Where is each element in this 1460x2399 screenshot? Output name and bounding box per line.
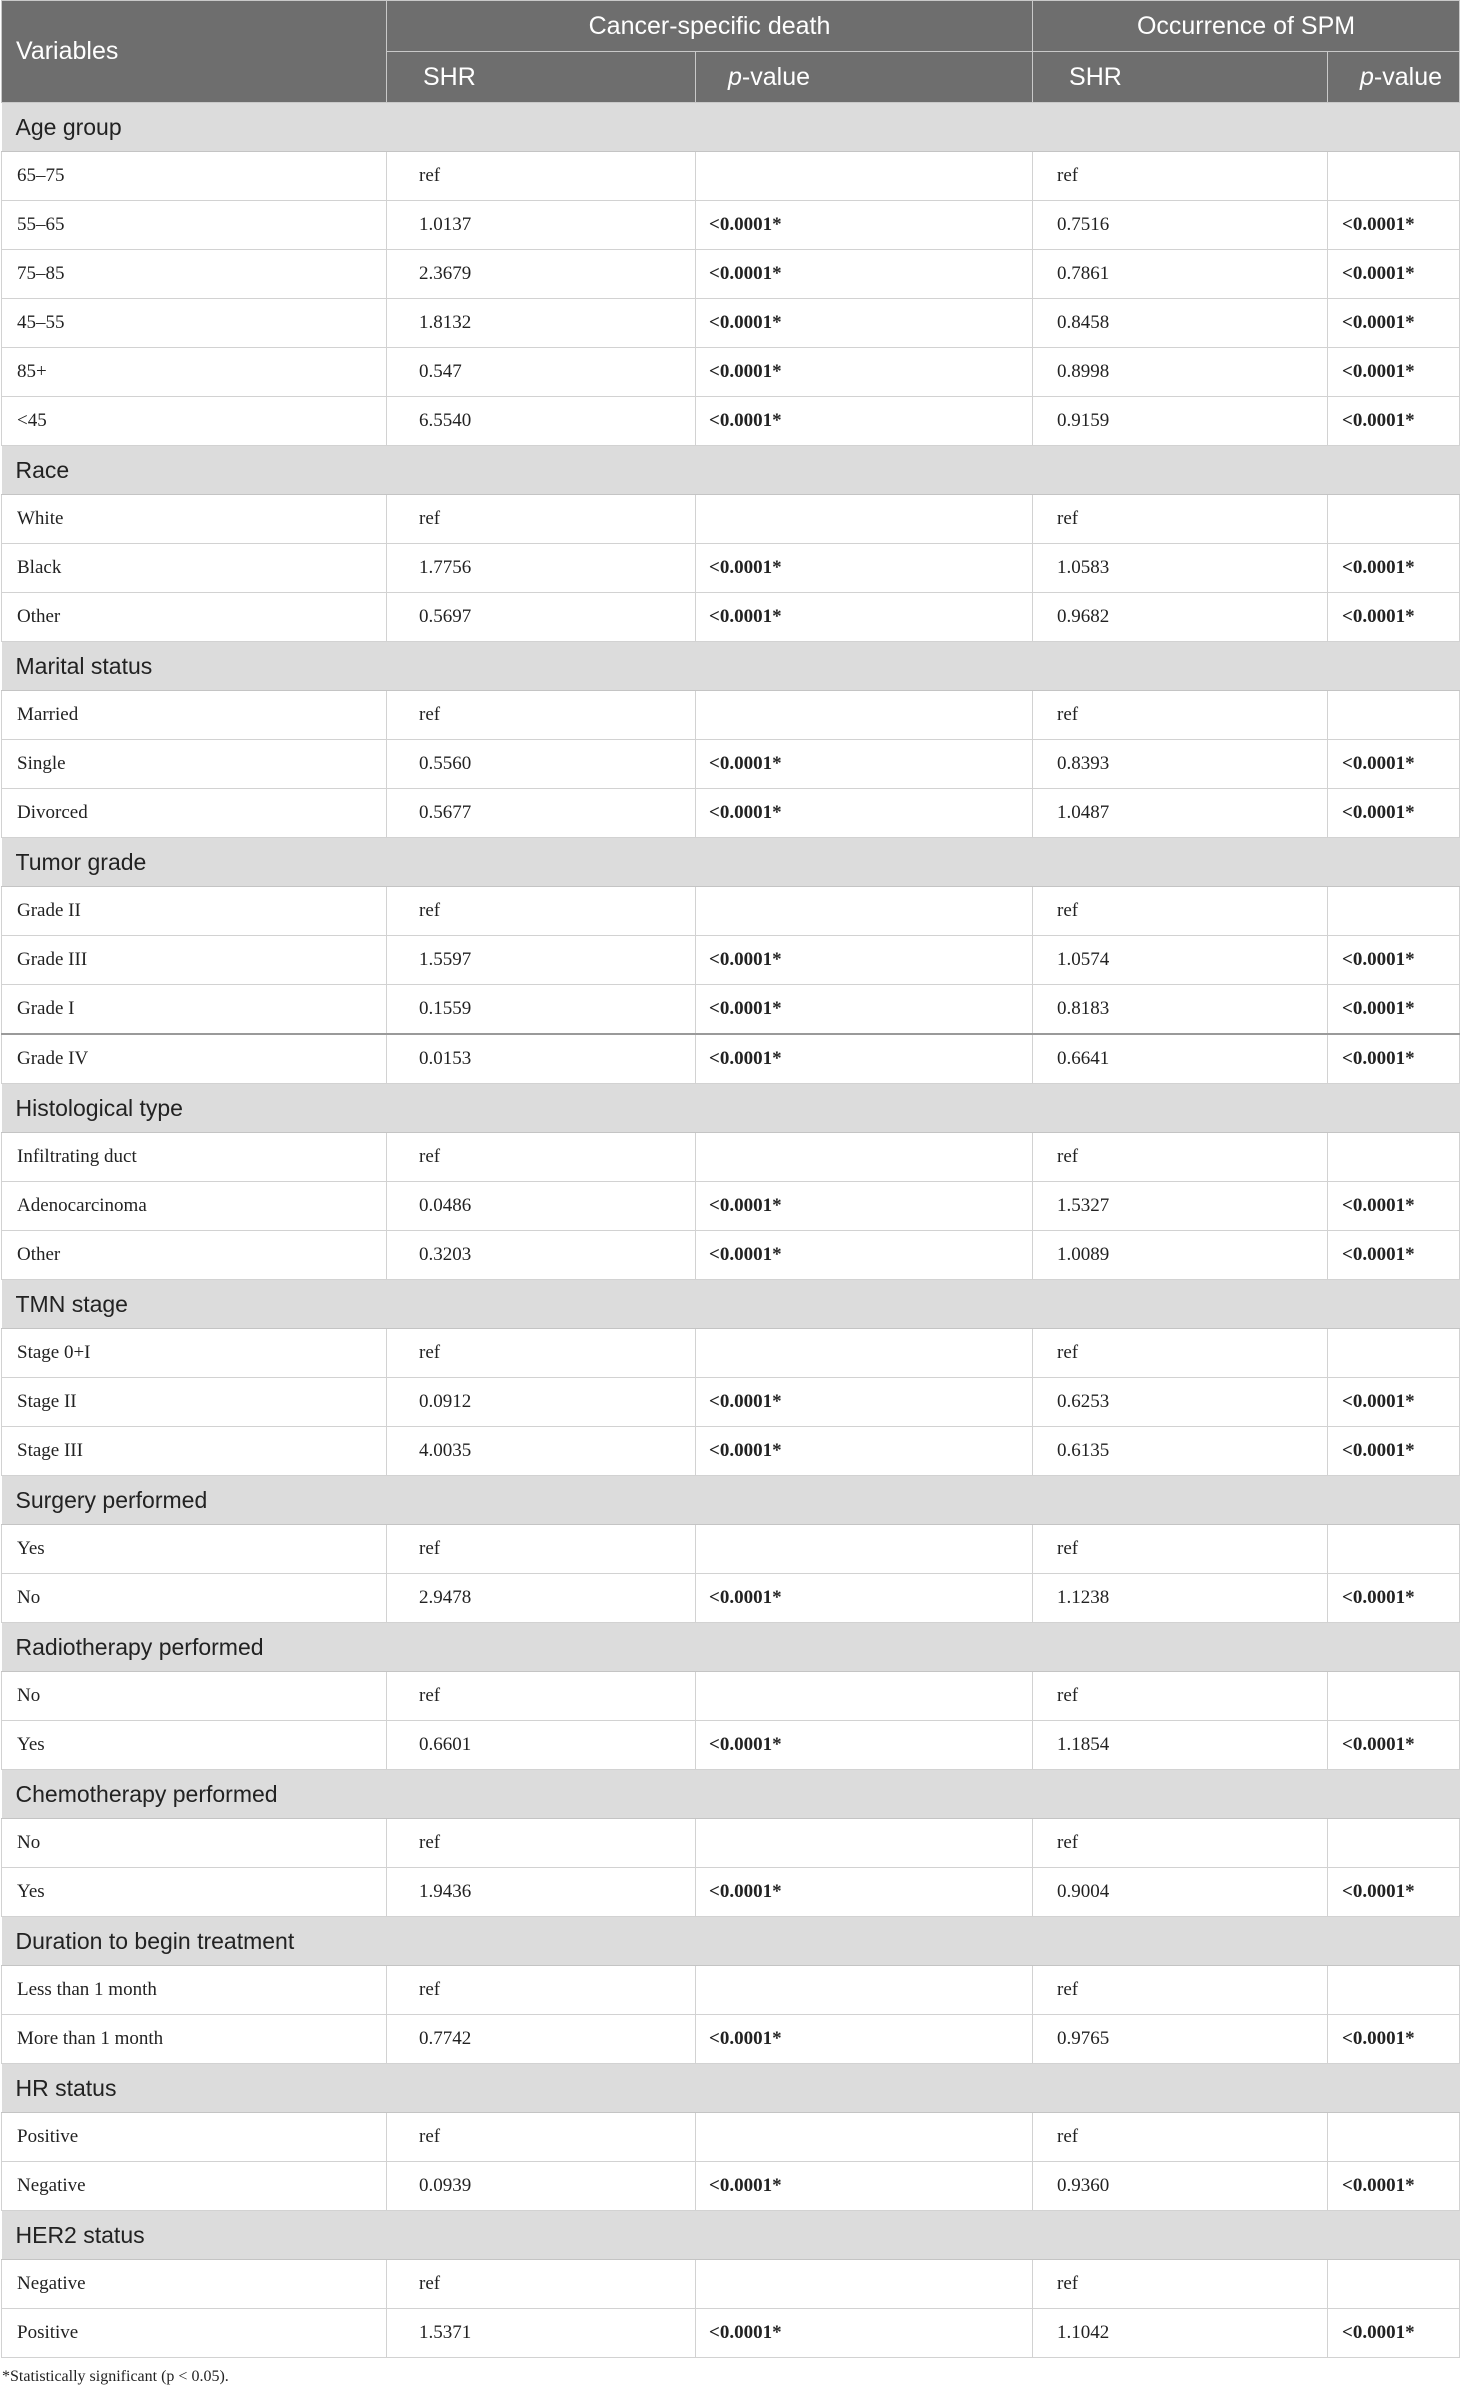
shr-cancer-death: ref <box>387 1329 696 1378</box>
table-row <box>2 1966 1460 2015</box>
p-value-spm <box>1328 691 1460 740</box>
table-row <box>2 397 1460 446</box>
footnote: *Statistically significant (p < 0.05). <box>2 2368 229 2385</box>
variable-label: No <box>2 1819 387 1868</box>
p-value-spm: <0.0001* <box>1328 1034 1460 1084</box>
p-value-cancer-death: <0.0001* <box>696 936 1033 985</box>
p-value-cancer-death: <0.0001* <box>696 201 1033 250</box>
shr-cancer-death: 1.9436 <box>387 1868 696 1917</box>
variable-label: Infiltrating duct <box>2 1133 387 1182</box>
table-row <box>2 201 1460 250</box>
shr-spm: ref <box>1033 2260 1328 2309</box>
p-value-cancer-death: <0.0001* <box>696 544 1033 593</box>
shr-spm: 0.6641 <box>1033 1034 1328 1084</box>
shr-spm: 1.5327 <box>1033 1182 1328 1231</box>
variable-label: Single <box>2 740 387 789</box>
section-row <box>2 642 1460 691</box>
shr-cancer-death: ref <box>387 495 696 544</box>
header-occurrence-of-spm: Occurrence of SPM <box>1033 1 1460 52</box>
shr-spm: ref <box>1033 1133 1328 1182</box>
section-title: HER2 status <box>2 2211 1460 2260</box>
p-value-cancer-death <box>696 1966 1033 2015</box>
shr-spm: 0.6135 <box>1033 1427 1328 1476</box>
table-row <box>2 1525 1460 1574</box>
shr-spm: 1.0583 <box>1033 544 1328 593</box>
variable-label: Grade I <box>2 985 387 1035</box>
table-row <box>2 1034 1460 1084</box>
table-row <box>2 2309 1460 2358</box>
section-title: Race <box>2 446 1460 495</box>
p-value-cancer-death: <0.0001* <box>696 789 1033 838</box>
shr-spm: 0.9159 <box>1033 397 1328 446</box>
shr-cancer-death: 0.3203 <box>387 1231 696 1280</box>
variable-label: No <box>2 1672 387 1721</box>
variable-label: 75–85 <box>2 250 387 299</box>
shr-cancer-death: ref <box>387 1672 696 1721</box>
p-value-cancer-death: <0.0001* <box>696 1182 1033 1231</box>
section-title: Radiotherapy performed <box>2 1623 1460 1672</box>
p-value-cancer-death <box>696 2113 1033 2162</box>
variable-label: Stage III <box>2 1427 387 1476</box>
table-row <box>2 299 1460 348</box>
p-value-cancer-death: <0.0001* <box>696 1427 1033 1476</box>
p-value-spm <box>1328 495 1460 544</box>
table-row <box>2 250 1460 299</box>
shr-cancer-death: ref <box>387 1966 696 2015</box>
section-row <box>2 1917 1460 1966</box>
p-value-spm: <0.0001* <box>1328 1574 1460 1623</box>
variable-label: Divorced <box>2 789 387 838</box>
shr-cancer-death: ref <box>387 691 696 740</box>
shr-cancer-death: 0.5560 <box>387 740 696 789</box>
shr-spm: 1.1238 <box>1033 1574 1328 1623</box>
p-value-cancer-death: <0.0001* <box>696 250 1033 299</box>
header-variables: Variables <box>2 1 387 103</box>
table-row <box>2 1574 1460 1623</box>
section-title: Histological type <box>2 1084 1460 1133</box>
header-shr-1: SHR <box>387 52 696 103</box>
p-value-cancer-death: <0.0001* <box>696 1034 1033 1084</box>
section-row <box>2 838 1460 887</box>
section-title: Age group <box>2 103 1460 152</box>
p-value-spm <box>1328 152 1460 201</box>
p-value-cancer-death <box>696 495 1033 544</box>
table-header <box>2 1 1460 103</box>
header-p-value-1: p-value <box>696 52 1033 103</box>
p-value-cancer-death <box>696 2260 1033 2309</box>
shr-cancer-death: 0.0153 <box>387 1034 696 1084</box>
p-value-cancer-death: <0.0001* <box>696 740 1033 789</box>
variable-label: Married <box>2 691 387 740</box>
shr-cancer-death: 1.8132 <box>387 299 696 348</box>
p-value-spm <box>1328 2260 1460 2309</box>
header-shr-2: SHR <box>1033 52 1328 103</box>
p-value-spm: <0.0001* <box>1328 1427 1460 1476</box>
shr-spm: 1.1042 <box>1033 2309 1328 2358</box>
table-row <box>2 887 1460 936</box>
p-value-cancer-death: <0.0001* <box>696 299 1033 348</box>
p-value-spm: <0.0001* <box>1328 250 1460 299</box>
p-value-cancer-death: <0.0001* <box>696 2015 1033 2064</box>
section-row <box>2 103 1460 152</box>
table-row <box>2 691 1460 740</box>
table-row <box>2 2113 1460 2162</box>
section-row <box>2 1084 1460 1133</box>
p-value-spm: <0.0001* <box>1328 1182 1460 1231</box>
table-row <box>2 495 1460 544</box>
table-row <box>2 1133 1460 1182</box>
p-value-spm <box>1328 1672 1460 1721</box>
table-body <box>2 103 1460 2358</box>
shr-spm: 0.8458 <box>1033 299 1328 348</box>
variable-label: Positive <box>2 2309 387 2358</box>
p-value-cancer-death: <0.0001* <box>696 397 1033 446</box>
shr-spm: ref <box>1033 1329 1328 1378</box>
p-value-spm: <0.0001* <box>1328 1378 1460 1427</box>
p-value-spm: <0.0001* <box>1328 544 1460 593</box>
table-row <box>2 152 1460 201</box>
p-value-spm: <0.0001* <box>1328 1868 1460 1917</box>
table-row <box>2 544 1460 593</box>
table-row <box>2 740 1460 789</box>
shr-cancer-death: 2.9478 <box>387 1574 696 1623</box>
shr-spm: 1.1854 <box>1033 1721 1328 1770</box>
table-row <box>2 1378 1460 1427</box>
section-row <box>2 2064 1460 2113</box>
table-row <box>2 1182 1460 1231</box>
shr-spm: 0.8393 <box>1033 740 1328 789</box>
shr-cancer-death: 0.7742 <box>387 2015 696 2064</box>
p-value-cancer-death <box>696 887 1033 936</box>
p-value-spm: <0.0001* <box>1328 201 1460 250</box>
shr-cancer-death: 0.0486 <box>387 1182 696 1231</box>
p-value-cancer-death: <0.0001* <box>696 1574 1033 1623</box>
shr-spm: ref <box>1033 495 1328 544</box>
variable-label: More than 1 month <box>2 2015 387 2064</box>
shr-spm: 0.7861 <box>1033 250 1328 299</box>
shr-cancer-death: ref <box>387 152 696 201</box>
variable-label: 45–55 <box>2 299 387 348</box>
variable-label: Grade IV <box>2 1034 387 1084</box>
shr-spm: 0.6253 <box>1033 1378 1328 1427</box>
shr-cancer-death: ref <box>387 887 696 936</box>
shr-cancer-death: ref <box>387 1133 696 1182</box>
shr-spm: ref <box>1033 691 1328 740</box>
p-value-spm <box>1328 1133 1460 1182</box>
variable-label: Grade III <box>2 936 387 985</box>
shr-spm: 0.9765 <box>1033 2015 1328 2064</box>
p-value-cancer-death <box>696 691 1033 740</box>
p-value-spm: <0.0001* <box>1328 2015 1460 2064</box>
shr-spm: 0.9682 <box>1033 593 1328 642</box>
p-value-spm: <0.0001* <box>1328 1721 1460 1770</box>
header-p-value-2: p-value <box>1328 52 1460 103</box>
variable-label: Yes <box>2 1525 387 1574</box>
p-value-spm: <0.0001* <box>1328 2309 1460 2358</box>
shr-spm: ref <box>1033 1672 1328 1721</box>
p-value-cancer-death: <0.0001* <box>696 1721 1033 1770</box>
table-row <box>2 593 1460 642</box>
p-value-spm <box>1328 1966 1460 2015</box>
p-value-spm <box>1328 2113 1460 2162</box>
table-row <box>2 2015 1460 2064</box>
shr-cancer-death: 0.0939 <box>387 2162 696 2211</box>
shr-spm: 0.7516 <box>1033 201 1328 250</box>
p-value-spm: <0.0001* <box>1328 740 1460 789</box>
table-row <box>2 1427 1460 1476</box>
p-value-spm: <0.0001* <box>1328 936 1460 985</box>
section-title: Tumor grade <box>2 838 1460 887</box>
p-value-cancer-death <box>696 1819 1033 1868</box>
shr-cancer-death: 0.5697 <box>387 593 696 642</box>
shr-spm: ref <box>1033 1819 1328 1868</box>
p-value-spm: <0.0001* <box>1328 397 1460 446</box>
variable-label: Grade II <box>2 887 387 936</box>
variable-label: Stage II <box>2 1378 387 1427</box>
shr-cancer-death: ref <box>387 2113 696 2162</box>
shr-cancer-death: 6.5540 <box>387 397 696 446</box>
shr-spm: 0.9004 <box>1033 1868 1328 1917</box>
table-row <box>2 1819 1460 1868</box>
shr-spm: 1.0089 <box>1033 1231 1328 1280</box>
variable-label: Black <box>2 544 387 593</box>
shr-spm: 1.0487 <box>1033 789 1328 838</box>
section-row <box>2 2211 1460 2260</box>
section-row <box>2 1476 1460 1525</box>
table-row <box>2 1672 1460 1721</box>
section-title: Surgery performed <box>2 1476 1460 1525</box>
variable-label: Other <box>2 593 387 642</box>
variable-label: Yes <box>2 1721 387 1770</box>
p-value-spm: <0.0001* <box>1328 789 1460 838</box>
shr-cancer-death: 1.7756 <box>387 544 696 593</box>
p-value-spm: <0.0001* <box>1328 593 1460 642</box>
table-row <box>2 2260 1460 2309</box>
shr-cancer-death: 1.0137 <box>387 201 696 250</box>
variable-label: No <box>2 1574 387 1623</box>
shr-spm: ref <box>1033 1966 1328 2015</box>
p-value-spm: <0.0001* <box>1328 348 1460 397</box>
shr-cancer-death: 0.547 <box>387 348 696 397</box>
table-row <box>2 1721 1460 1770</box>
shr-spm: ref <box>1033 1525 1328 1574</box>
p-value-spm: <0.0001* <box>1328 2162 1460 2211</box>
shr-cancer-death: 2.3679 <box>387 250 696 299</box>
variable-label: Other <box>2 1231 387 1280</box>
section-row <box>2 1770 1460 1819</box>
table-row <box>2 2162 1460 2211</box>
shr-cancer-death: 0.0912 <box>387 1378 696 1427</box>
table-row <box>2 789 1460 838</box>
table-row <box>2 1231 1460 1280</box>
shr-spm: ref <box>1033 887 1328 936</box>
variable-label: Adenocarcinoma <box>2 1182 387 1231</box>
section-row <box>2 446 1460 495</box>
p-value-spm: <0.0001* <box>1328 1231 1460 1280</box>
p-value-spm <box>1328 1329 1460 1378</box>
p-value-cancer-death <box>696 1525 1033 1574</box>
p-value-cancer-death: <0.0001* <box>696 2309 1033 2358</box>
p-value-cancer-death: <0.0001* <box>696 1378 1033 1427</box>
p-value-spm: <0.0001* <box>1328 299 1460 348</box>
p-value-cancer-death: <0.0001* <box>696 1868 1033 1917</box>
variable-label: 65–75 <box>2 152 387 201</box>
table-row <box>2 936 1460 985</box>
p-value-cancer-death: <0.0001* <box>696 593 1033 642</box>
variable-label: Stage 0+I <box>2 1329 387 1378</box>
shr-cancer-death: ref <box>387 2260 696 2309</box>
variable-label: Negative <box>2 2260 387 2309</box>
section-row <box>2 1280 1460 1329</box>
p-value-cancer-death <box>696 152 1033 201</box>
p-value-cancer-death <box>696 1133 1033 1182</box>
table-row <box>2 1329 1460 1378</box>
shr-cancer-death: ref <box>387 1525 696 1574</box>
section-row <box>2 1623 1460 1672</box>
p-value-cancer-death <box>696 1329 1033 1378</box>
p-value-spm <box>1328 887 1460 936</box>
results-table <box>1 0 1460 2358</box>
shr-spm: 1.0574 <box>1033 936 1328 985</box>
variable-label: <45 <box>2 397 387 446</box>
p-value-cancer-death: <0.0001* <box>696 2162 1033 2211</box>
variable-label: 85+ <box>2 348 387 397</box>
shr-cancer-death: 1.5371 <box>387 2309 696 2358</box>
variable-label: Positive <box>2 2113 387 2162</box>
shr-cancer-death: 0.6601 <box>387 1721 696 1770</box>
shr-cancer-death: 4.0035 <box>387 1427 696 1476</box>
shr-spm: ref <box>1033 2113 1328 2162</box>
shr-cancer-death: 0.5677 <box>387 789 696 838</box>
table-row <box>2 348 1460 397</box>
p-value-spm <box>1328 1819 1460 1868</box>
table-row <box>2 1868 1460 1917</box>
section-title: HR status <box>2 2064 1460 2113</box>
variable-label: Less than 1 month <box>2 1966 387 2015</box>
p-value-cancer-death: <0.0001* <box>696 1231 1033 1280</box>
table-row <box>2 985 1460 1035</box>
section-title: Chemotherapy performed <box>2 1770 1460 1819</box>
shr-cancer-death: 0.1559 <box>387 985 696 1035</box>
shr-cancer-death: ref <box>387 1819 696 1868</box>
variable-label: 55–65 <box>2 201 387 250</box>
p-value-spm <box>1328 1525 1460 1574</box>
p-value-cancer-death: <0.0001* <box>696 348 1033 397</box>
variable-label: Negative <box>2 2162 387 2211</box>
shr-cancer-death: 1.5597 <box>387 936 696 985</box>
shr-spm: 0.8998 <box>1033 348 1328 397</box>
section-title: Duration to begin treatment <box>2 1917 1460 1966</box>
p-value-cancer-death <box>696 1672 1033 1721</box>
shr-spm: 0.8183 <box>1033 985 1328 1035</box>
variable-label: White <box>2 495 387 544</box>
section-title: TMN stage <box>2 1280 1460 1329</box>
shr-spm: 0.9360 <box>1033 2162 1328 2211</box>
section-title: Marital status <box>2 642 1460 691</box>
variable-label: Yes <box>2 1868 387 1917</box>
p-value-spm: <0.0001* <box>1328 985 1460 1035</box>
p-value-cancer-death: <0.0001* <box>696 985 1033 1035</box>
shr-spm: ref <box>1033 152 1328 201</box>
header-cancer-specific-death: Cancer-specific death <box>387 1 1033 52</box>
